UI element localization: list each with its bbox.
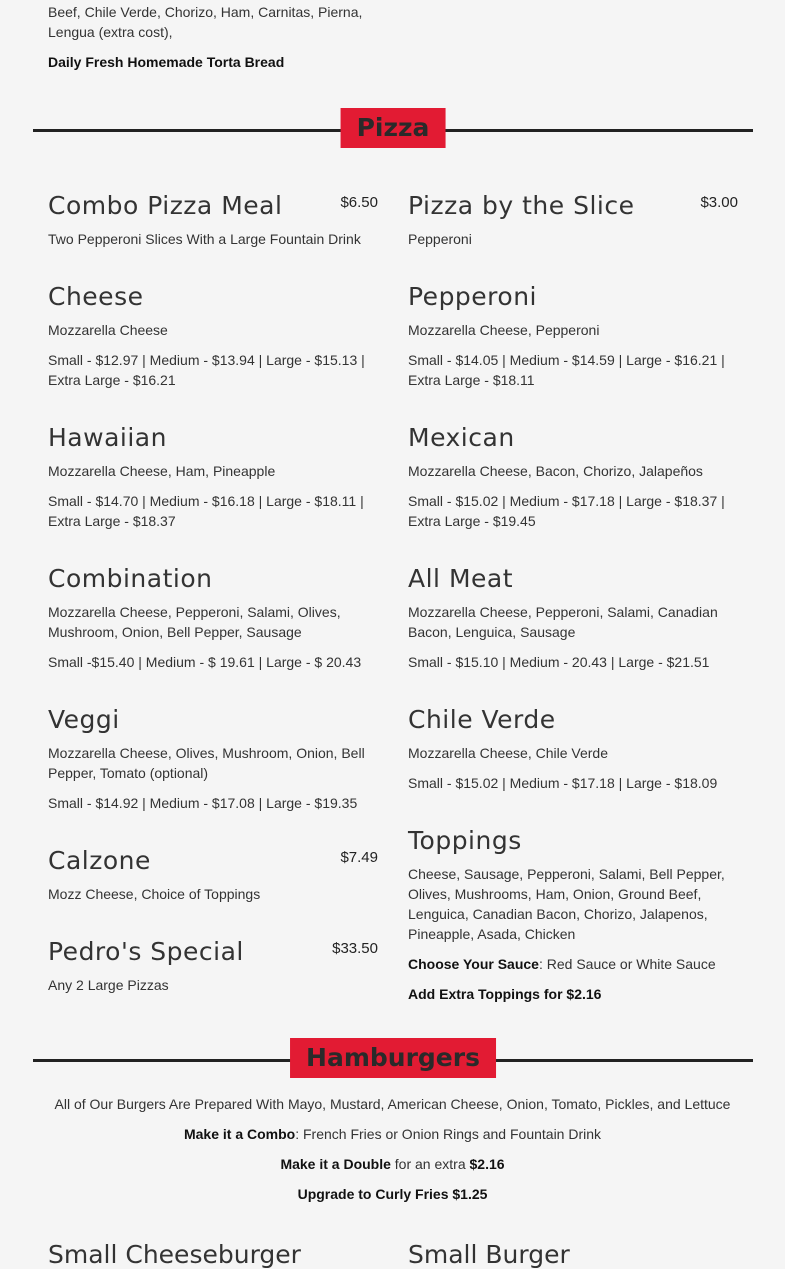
menu-item-veggi	[48, 705, 378, 813]
pizza-section-title: Pizza	[341, 108, 446, 148]
menu-item-combo-pizza-meal	[48, 191, 378, 249]
item-name: Hawaiian	[48, 423, 167, 452]
item-name: Veggi	[48, 705, 120, 734]
menu-item-pepperoni	[408, 282, 738, 390]
item-sizes: Small - $14.92 | Medium - $17.08 | Large - $19.35	[48, 795, 358, 811]
pizza-section-header	[33, 108, 753, 148]
item-description: Pepperoni	[408, 231, 472, 247]
item-name: Combination	[48, 564, 213, 593]
item-name: Toppings	[408, 826, 522, 855]
item-sizes: Small - $15.02 | Medium - $17.18 | Large - $18.09	[408, 775, 718, 791]
menu-item-combination	[48, 564, 378, 672]
item-name: Cheese	[48, 282, 144, 311]
item-sizes: Small -$15.40 | Medium - $ 19.61 | Large - $ 20.43	[48, 654, 362, 670]
menu-item-mexican	[408, 423, 738, 531]
item-sizes: Small - $14.70 | Medium - $16.18 | Large - $18.11 | Extra Large - $18.37	[48, 493, 364, 529]
item-price: $3.00	[700, 194, 738, 211]
item-description: Mozzarella Cheese, Olives, Mushroom, Onion, Bell Pepper, Tomato (optional)	[48, 745, 365, 781]
burger-double-note	[0, 1154, 785, 1174]
item-description: Two Pepperoni Slices With a Large Fountain Drink	[48, 231, 361, 247]
item-description: Mozzarella Cheese, Pepperoni, Salami, Olives, Mushroom, Onion, Bell Pepper, Sausage	[48, 604, 341, 640]
menu-item-toppings	[408, 826, 738, 1004]
item-sizes: Small - $15.02 | Medium - $17.18 | Large - $18.37 | Extra Large - $19.45	[408, 493, 725, 529]
item-description: Any 2 Large Pizzas	[48, 977, 169, 993]
menu-item-small-cheeseburger: Small Cheeseburger	[48, 1240, 301, 1269]
item-price: $6.50	[340, 194, 378, 211]
extra-toppings-note	[408, 984, 738, 1004]
item-name: Calzone	[48, 846, 151, 875]
item-description: Cheese, Sausage, Pepperoni, Salami, Bell Pepper, Olives, Mushrooms, Ham, Onion, Ground Beef, Lenguica, Canadian Bacon, Chorizo, Jalapenos, Pineapple, Asada, Chicken	[408, 866, 725, 942]
curly-fries-note	[0, 1184, 785, 1204]
menu-item-chile-verde	[408, 705, 738, 793]
sauce-label: Choose Your Sauce	[408, 956, 539, 972]
item-sizes: Small - $14.05 | Medium - $14.59 | Large - $16.21 | Extra Large - $18.11	[408, 352, 725, 388]
menu-item-pedros-special	[48, 937, 378, 995]
sauce-choice	[408, 954, 738, 974]
menu-item-hawaiian	[48, 423, 378, 531]
menu-item-cheese	[48, 282, 378, 390]
menu-item-all-meat	[408, 564, 738, 672]
torta-fillings: Beef, Chile Verde, Chorizo, Ham, Carnitas, Pierna, Lengua (extra cost),	[48, 4, 363, 40]
item-price: $7.49	[340, 849, 378, 866]
hamburgers-section-title: Hamburgers	[290, 1038, 496, 1078]
double-text: for an extra	[390, 1156, 470, 1172]
item-description: Mozzarella Cheese, Chile Verde	[408, 745, 608, 761]
item-description: Mozzarella Cheese, Ham, Pineapple	[48, 463, 276, 479]
menu-item-calzone	[48, 846, 378, 904]
torta-intro	[48, 2, 378, 72]
menu-item-pizza-by-the-slice	[408, 191, 738, 249]
item-price: $33.50	[332, 940, 378, 957]
item-name: Mexican	[408, 423, 515, 452]
hamburgers-section-header	[33, 1038, 753, 1078]
combo-label: Make it a Combo	[183, 1126, 296, 1142]
double-price: $2.16	[469, 1156, 505, 1172]
item-name: Pedro's Special	[48, 937, 244, 966]
sauce-options: : Red Sauce or White Sauce	[538, 956, 716, 972]
extra-toppings-text: Add Extra Toppings for $2.16	[408, 986, 602, 1002]
item-name: Chile Verde	[408, 705, 556, 734]
item-description: Mozz Cheese, Choice of Toppings	[48, 886, 261, 902]
combo-text: : French Fries or Onion Rings and Fountain Drink	[295, 1126, 602, 1142]
item-name: Pepperoni	[408, 282, 537, 311]
menu-item-small-burger: Small Burger	[408, 1240, 570, 1269]
item-description: Mozzarella Cheese, Pepperoni, Salami, Canadian Bacon, Lenguica, Sausage	[408, 604, 718, 640]
curly-fries-text: Upgrade to Curly Fries $1.25	[297, 1186, 488, 1202]
burger-intro: All of Our Burgers Are Prepared With Mayo, Mustard, American Cheese, Onion, Tomato, Pickles, and Lettuce	[54, 1096, 731, 1112]
item-description: Mozzarella Cheese	[48, 322, 168, 338]
torta-bread-note: Daily Fresh Homemade Torta Bread	[48, 54, 285, 70]
burger-combo-note	[0, 1124, 785, 1144]
item-name: Pizza by the Slice	[408, 191, 635, 220]
double-label: Make it a Double	[280, 1156, 391, 1172]
item-sizes: Small - $12.97 | Medium - $13.94 | Large - $15.13 | Extra Large - $16.21	[48, 352, 365, 388]
item-description: Mozzarella Cheese, Bacon, Chorizo, Jalapeños	[408, 463, 703, 479]
item-name: Combo Pizza Meal	[48, 191, 283, 220]
item-sizes: Small - $15.10 | Medium - 20.43 | Large - $21.51	[408, 654, 710, 670]
item-name: All Meat	[408, 564, 514, 593]
item-description: Mozzarella Cheese, Pepperoni	[408, 322, 600, 338]
